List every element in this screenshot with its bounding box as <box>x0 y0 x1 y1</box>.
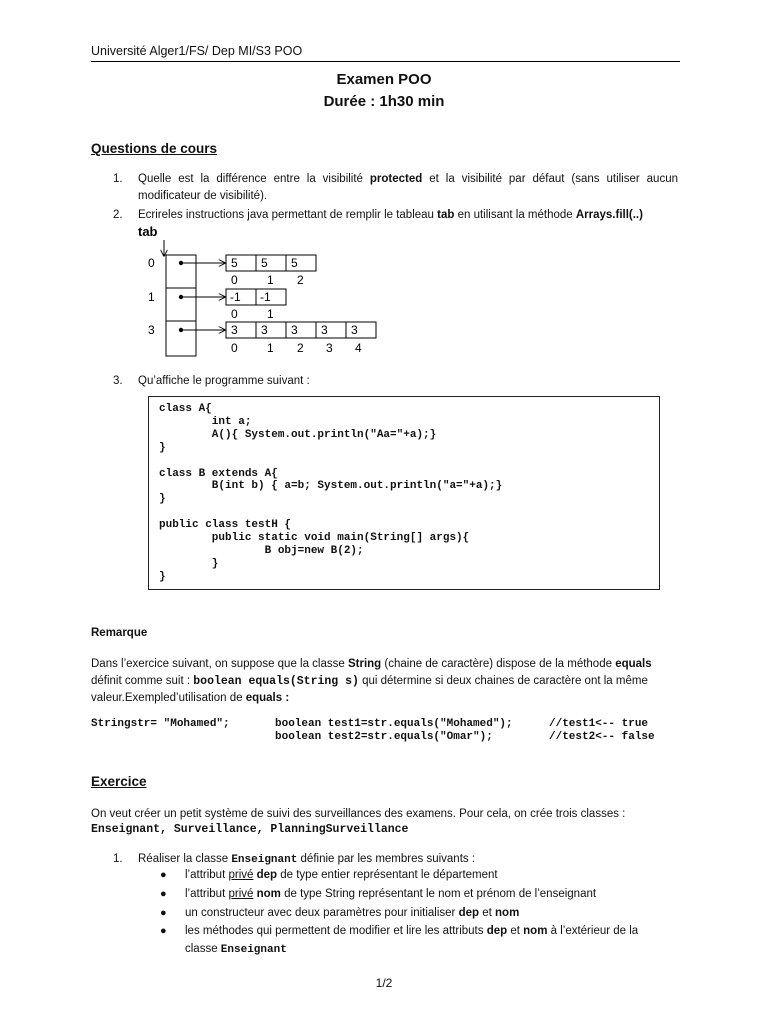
example-line-2: boolean test2=str.equals("Omar"); <box>275 731 493 743</box>
bullet-bold: nom <box>495 907 520 919</box>
cell-value: 5 <box>231 256 238 270</box>
bullet-text-4-line-2 <box>185 941 287 959</box>
bullet-underline: privé <box>228 869 254 881</box>
remarque-text: définit comme suit : <box>91 675 194 687</box>
bullet-icon: ● <box>160 888 167 900</box>
cell-position: 0 <box>231 307 238 321</box>
question-2-number: 2. <box>113 209 123 221</box>
cell-position: 1 <box>267 273 274 287</box>
code-line: class B extends A{ <box>159 467 278 480</box>
bullet-icon: ● <box>160 925 167 937</box>
bullet-text-1 <box>185 867 498 884</box>
cell-value: 3 <box>351 323 358 337</box>
cell-position: 2 <box>297 341 304 355</box>
exercice-intro: On veut créer un petit système de suivi des surveillances des examens. Pour cela, on crée trois classes : <box>91 808 626 820</box>
cell-position: 1 <box>267 341 274 355</box>
example-comment-1: //test1<-- true <box>549 718 649 730</box>
example-line-1: boolean test1=str.equals("Mohamed"); <box>275 718 513 730</box>
cell-value: 3 <box>261 323 268 337</box>
code-line: } <box>159 570 166 583</box>
q2-text-bold2: Arrays.fill(..) <box>575 209 643 221</box>
bullet-text: l’attribut <box>185 888 229 900</box>
bullet-text: un constructeur avec deux paramètres pour initialiser <box>185 907 459 919</box>
item-text: Réaliser la classe <box>138 853 232 865</box>
bullet-text: et <box>507 925 524 937</box>
section-heading-questions: Questions de cours <box>91 141 218 156</box>
exercice-item-1-number: 1. <box>113 853 123 865</box>
row-1-cells <box>226 289 286 321</box>
code-line: } <box>159 557 219 570</box>
index-column <box>166 255 196 356</box>
header-text: Université Alger1/FS/ Dep MI/S3 POO <box>91 44 303 58</box>
item-text: définie par les membres suivants : <box>297 853 476 865</box>
cell-value: -1 <box>260 290 271 304</box>
remarque-bold-code: boolean equals(String s) <box>193 675 359 688</box>
cell-position: 4 <box>355 341 362 355</box>
section-heading-exercice: Exercice <box>91 774 147 789</box>
diagram-label-tab: tab <box>138 224 158 239</box>
header-rule <box>91 61 680 62</box>
array-diagram <box>130 222 400 362</box>
bullet-bold: nom <box>523 925 548 937</box>
row-0-cells <box>226 255 316 287</box>
cell-position: 2 <box>297 273 304 287</box>
remarque-text: (chaine de caractère) dispose de la méthode <box>381 658 616 670</box>
code-line: } <box>159 441 166 454</box>
row-index-3: 3 <box>148 323 155 337</box>
cell-position: 3 <box>326 341 333 355</box>
row-index-0: 0 <box>148 256 155 270</box>
q1-text-pre: Quelle est la différence entre la visibilité <box>138 173 370 185</box>
bullet-text: de type String représentant le nom et prénom de l’enseignant <box>280 888 597 900</box>
bullet-text-2 <box>185 886 596 903</box>
bullet-text-4 <box>185 923 678 940</box>
question-3-text: Qu’affiche le programme suivant : <box>138 375 310 387</box>
remarque-line-2 <box>91 673 678 690</box>
code-line: public static void main(String[] args){ <box>159 532 470 545</box>
remarque-text: qui détermine si deux chaines de caractère ont la même <box>358 675 648 687</box>
cell-value: 3 <box>291 323 298 337</box>
item-bold: Enseignant <box>231 854 298 866</box>
bullet-text-3 <box>185 905 519 922</box>
exam-title: Examen POO <box>336 71 432 88</box>
remarque-text: valeur.Exempled’utilisation de <box>91 692 246 704</box>
bullet-bold: dep <box>458 907 480 919</box>
code-line: B(int b) { a=b; System.out.println("a="+a);} <box>159 480 503 493</box>
cell-position: 0 <box>231 273 238 287</box>
remarque-line-1 <box>91 656 678 673</box>
remarque-bold: equals : <box>245 692 290 704</box>
remarque-text: Dans l’exercice suivant, on suppose que la classe <box>91 658 348 670</box>
code-line: A(){ System.out.println("Aa="+a);} <box>159 428 437 441</box>
code-line: } <box>159 493 166 506</box>
remarque-bold: equals <box>615 658 652 670</box>
q1-text-bold: protected <box>369 173 423 185</box>
code-line <box>159 506 502 519</box>
q2-text-mid: en utilisant la méthode <box>454 209 576 221</box>
exercice-classes: Enseignant, Surveillance, PlanningSurveillance <box>91 823 409 836</box>
exam-duration: Durée : 1h30 min <box>323 93 445 110</box>
code-line: B obj=new B(2); <box>159 544 364 557</box>
example-string-decl: Stringstr= "Mohamed"; <box>91 718 230 730</box>
remarque-heading: Remarque <box>91 627 148 639</box>
bullet-text: les méthodes qui permettent de modifier et lire les attributs <box>185 925 487 937</box>
cell-position: 1 <box>267 307 274 321</box>
remarque-line-3 <box>91 690 289 707</box>
cell-position: 0 <box>231 341 238 355</box>
code-line <box>159 455 502 468</box>
bullet-text: à l’extérieur de la <box>547 925 639 937</box>
q1-text-post: et la visibilité par défaut (sans utiliser aucun modificateur de visibilité). <box>138 173 678 202</box>
bullet-text: l’attribut <box>185 869 229 881</box>
row-3-cells <box>226 322 376 355</box>
cell-value: 3 <box>321 323 328 337</box>
example-comment-2: //test2<-- false <box>549 731 655 743</box>
bullet-text: de type entier représentant le département <box>277 869 498 881</box>
bullet-bold: Enseignant <box>220 944 287 956</box>
cell-value: -1 <box>230 290 241 304</box>
bullet-text: et <box>479 907 496 919</box>
cell-value: 5 <box>291 256 298 270</box>
code-line: int a; <box>159 415 252 428</box>
q2-text-pre: Ecrireles instructions java permettant de remplir le tableau <box>138 209 438 221</box>
question-1-number: 1. <box>113 173 123 185</box>
bullet-bold: nom <box>253 888 281 900</box>
bullet-text: classe <box>185 943 221 955</box>
question-3-number: 3. <box>113 375 123 387</box>
row-index-1: 1 <box>148 290 155 304</box>
bullet-underline: privé <box>228 888 254 900</box>
cell-value: 5 <box>261 256 268 270</box>
bullet-icon: ● <box>160 907 167 919</box>
code-line: public class testH { <box>159 519 292 532</box>
question-1-text <box>138 171 678 205</box>
cell-value: 3 <box>231 323 238 337</box>
remarque-bold: String <box>347 658 382 670</box>
bullet-icon: ● <box>160 869 167 881</box>
bullet-bold: dep <box>486 925 508 937</box>
code-listing <box>159 403 502 584</box>
q2-text-bold1: tab <box>437 209 455 221</box>
page-number: 1/2 <box>375 976 393 990</box>
code-box <box>148 396 660 590</box>
bullet-bold: dep <box>253 869 278 881</box>
code-line: class A{ <box>159 403 212 415</box>
